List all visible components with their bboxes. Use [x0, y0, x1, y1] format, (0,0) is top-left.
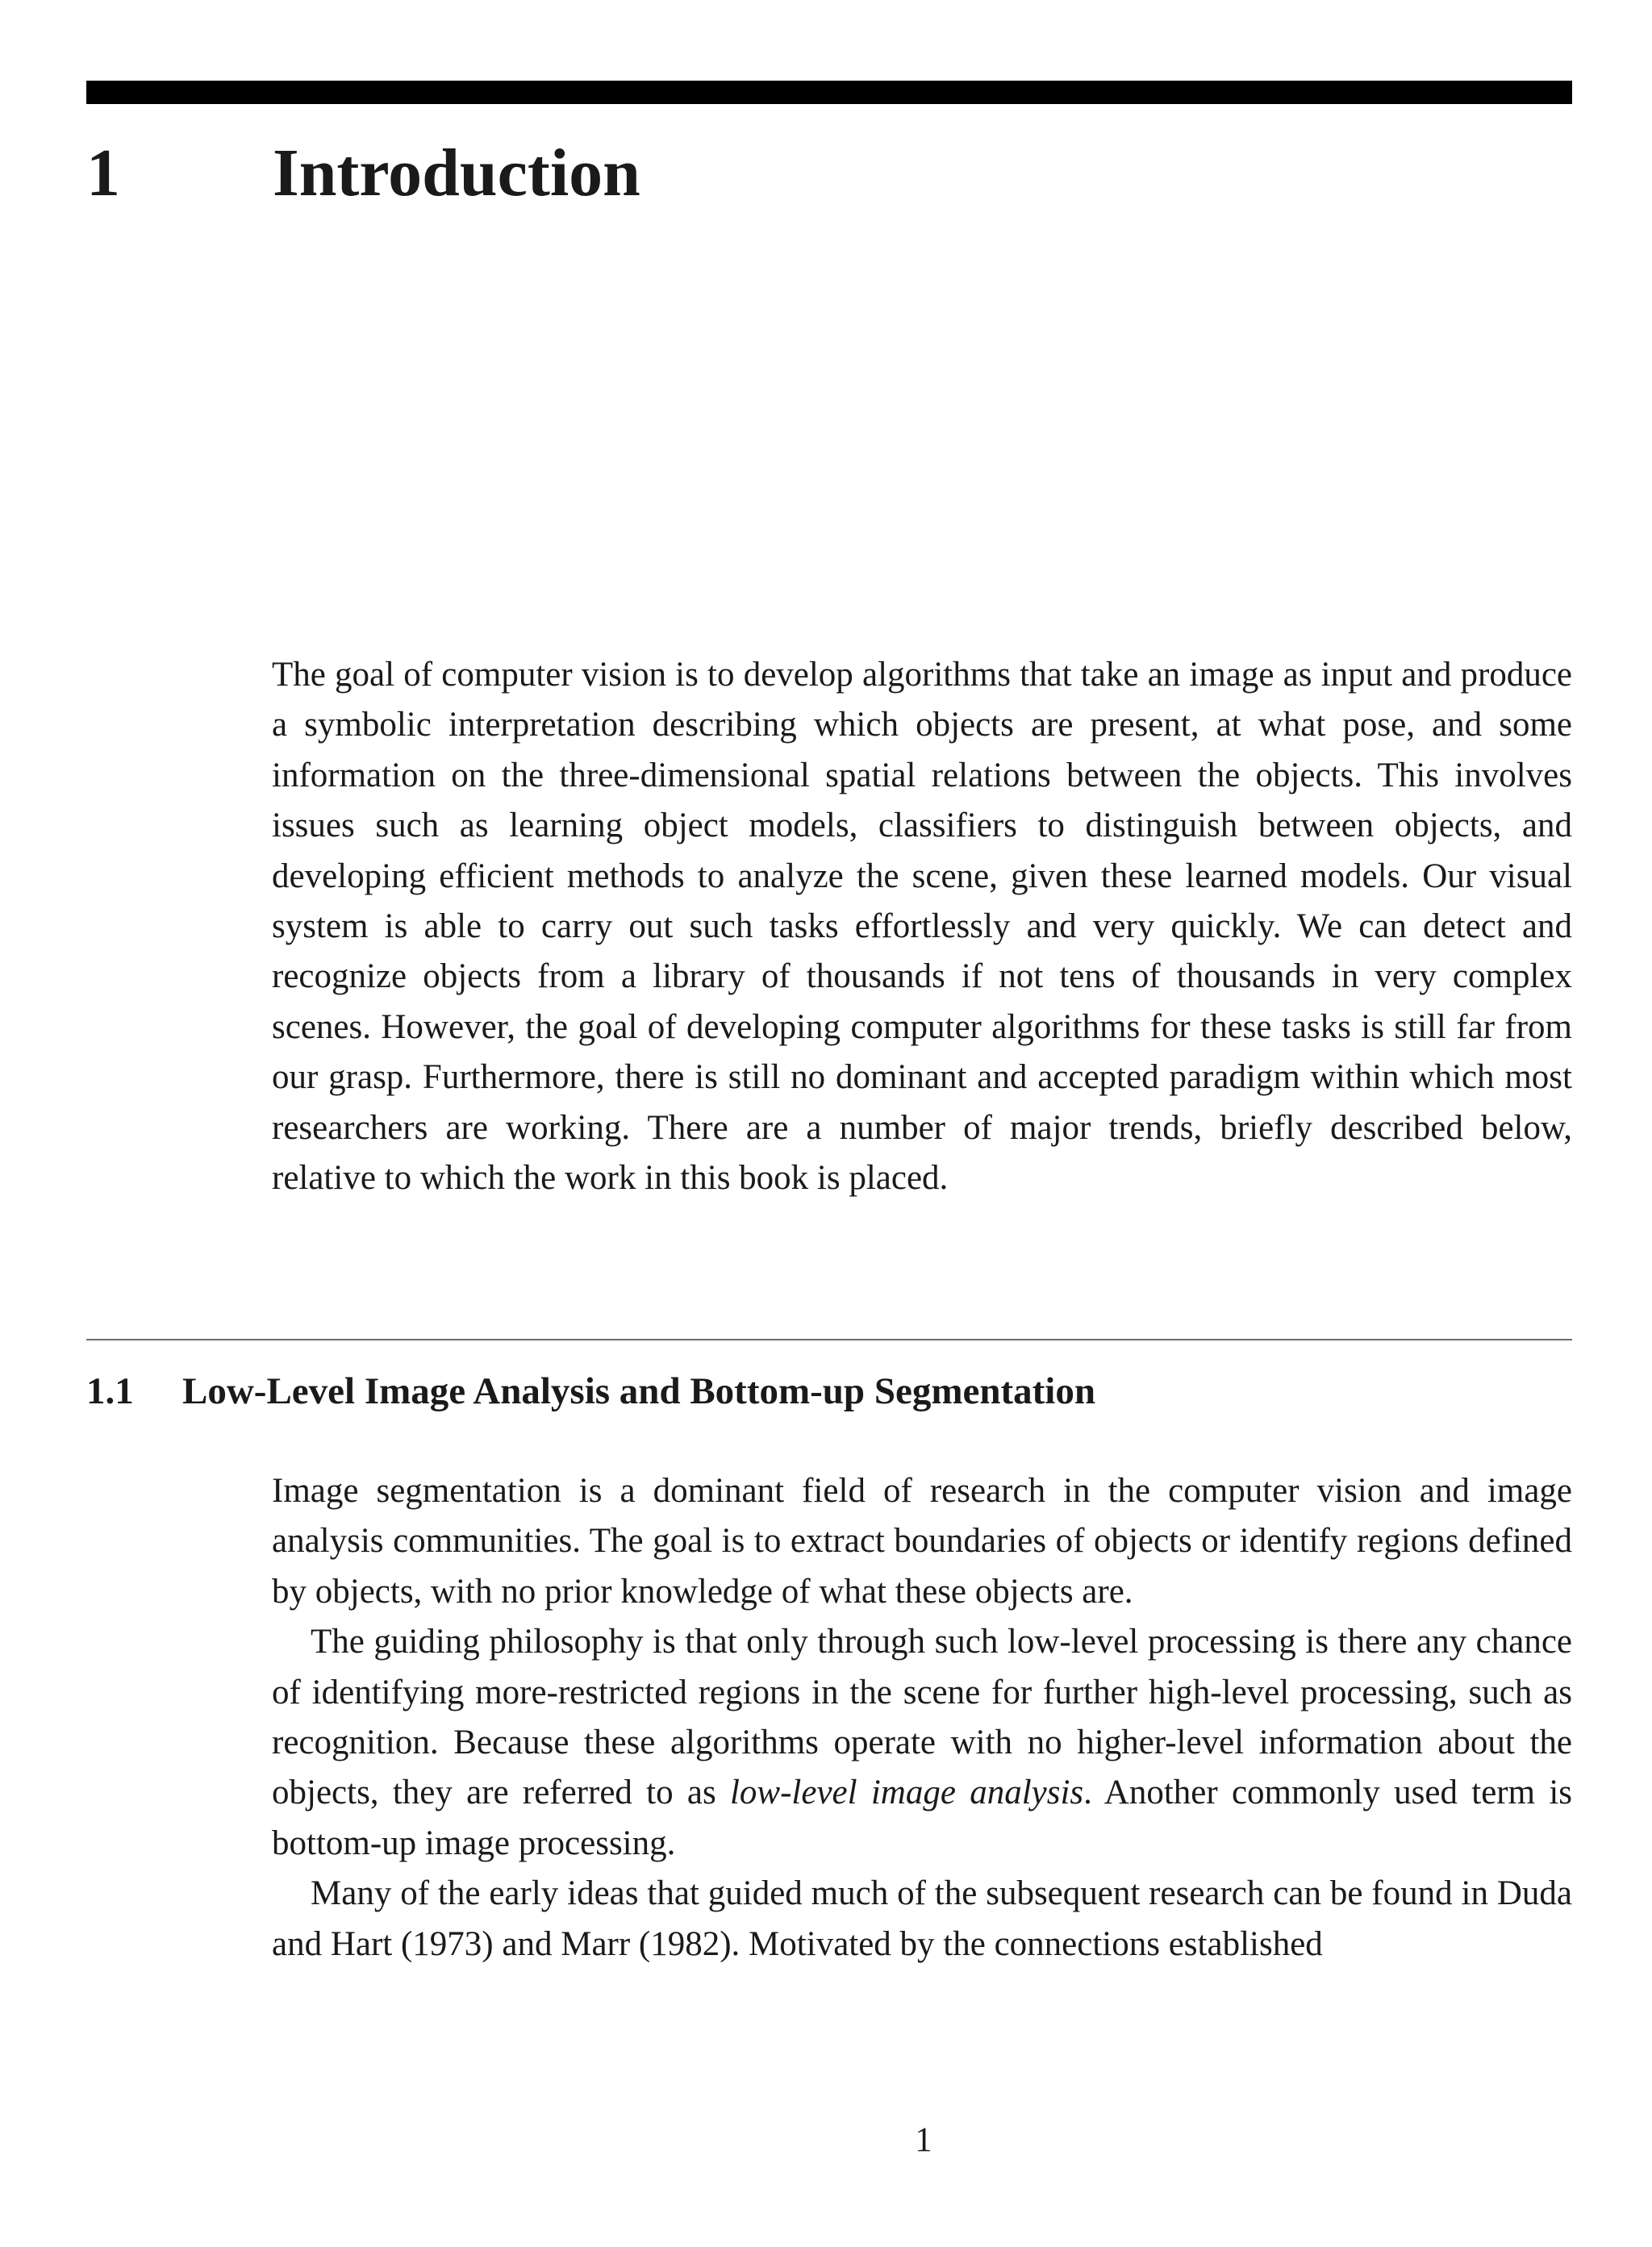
section-paragraph-3: Many of the early ideas that guided much of the subsequent research can be found in Duda and Hart (1973) and Marr (1982). Motivated by the connections established: [272, 1874, 1572, 1963]
chapter-number: 1: [86, 135, 120, 211]
section-title: Low-Level Image Analysis and Bottom-up Segmentation: [182, 1370, 1095, 1412]
section-paragraph-1: Image segmentation is a dominant field of research in the computer vision and image analysis communities. The goal is to extract boundaries of objects or identify regions defined by objects, with no prior knowledge of what these objects are.: [272, 1472, 1572, 1611]
section-heading: [86, 1363, 1572, 1419]
section-paragraph-2: [272, 1617, 1572, 1869]
emphasized-term: low-level image analysis: [729, 1774, 1084, 1812]
chapter-intro: [272, 650, 1572, 1203]
chapter-top-rule: [86, 81, 1572, 104]
chapter-heading: [86, 129, 1572, 218]
paragraph-2-text-end: . Another commonly used term is bottom-up image processing.: [272, 1774, 1572, 1862]
chapter-title: Introduction: [273, 135, 640, 211]
section-number: 1.1: [86, 1370, 134, 1412]
page-number: 1: [915, 2121, 932, 2159]
section-rule: [86, 1339, 1572, 1340]
section-body: [272, 1466, 1572, 1970]
intro-paragraph: The goal of computer vision is to develop algorithms that take an image as input and produce a symbolic interpretation describing which objects are present, at what pose, and some information on the three-dimensional spatial relations between the objects. This involves issues such as learning object models, classifiers to distinguish between objects, and developing efficient methods to analyze the scene, given these learned models. Our visual system is able to carry out such tasks effortlessly and very quickly. We can detect and recognize objects from a library of thousands if not tens of thousands in very complex scenes. However, the goal of developing computer algorithms for these tasks is still far from our grasp. Furthermore, there is still no dominant and accepted paradigm within which most researchers are working. There are a number of major trends, briefly described below, relative to which the work in this book is placed.: [272, 656, 1572, 1198]
paragraph-2-text: The guiding philosophy is that only through such low-level processing is there any chance of identifying more-restricted regions in the scene for further high-level processing, such as recognition. Because these algorithms operate with no higher-level information about the objects, they are referred to as: [272, 1623, 1572, 1812]
